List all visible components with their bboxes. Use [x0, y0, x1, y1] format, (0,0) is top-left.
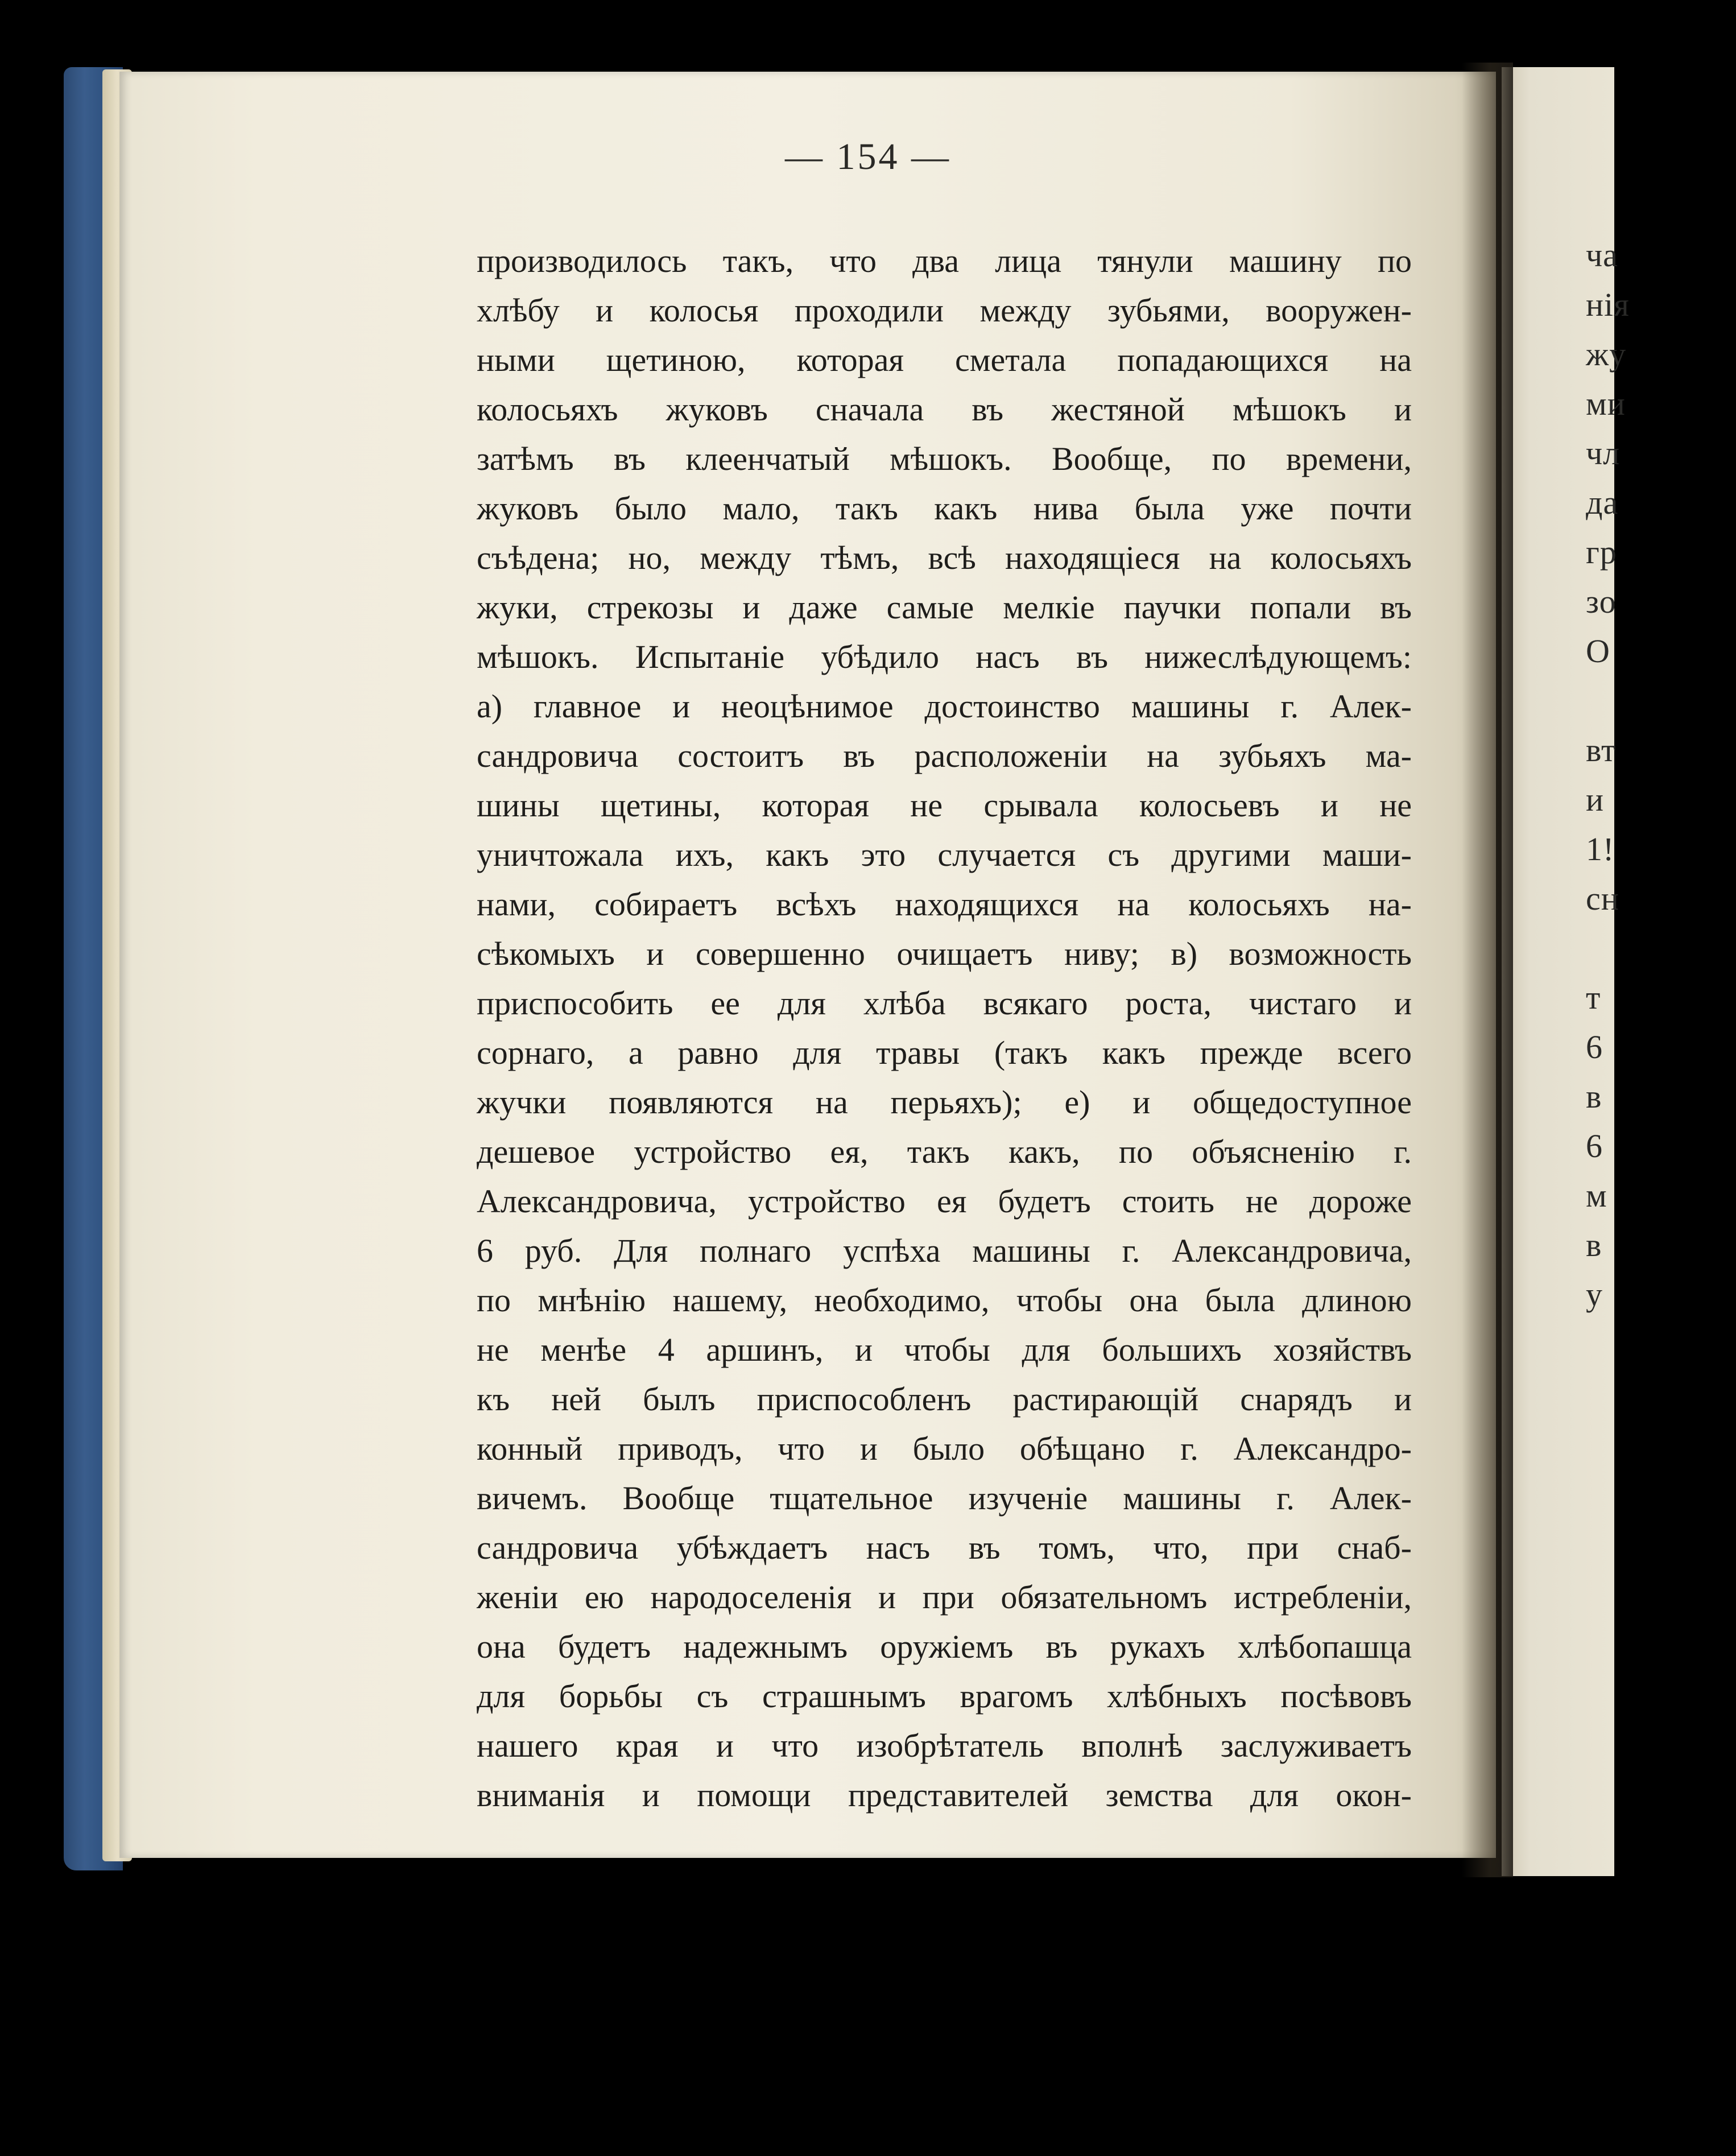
- text-line: къ ней былъ приспособленъ растирающій снарядъ и: [477, 1381, 1412, 1418]
- text-line: нами, собираетъ всѣхъ находящихся на колосьяхъ на-: [477, 886, 1412, 923]
- text-line: уничтожала ихъ, какъ это случается съ другими маши-: [477, 836, 1412, 873]
- text-line: не менѣе 4 аршинъ, и чтобы для большихъ хозяйствъ: [477, 1331, 1412, 1368]
- page-gutter-shadow: [1462, 63, 1513, 1877]
- body-text: [477, 236, 1412, 1820]
- next-page-fragment: в: [1586, 1226, 1602, 1263]
- next-page-fragment: гр: [1586, 534, 1617, 571]
- text-line: по мнѣнію нашему, необходимо, чтобы она была длиною: [477, 1282, 1412, 1319]
- text-line: сандровича состоитъ въ расположеніи на зубьяхъ ма-: [477, 737, 1412, 774]
- text-line: сорнаго, а равно для травы (такъ какъ прежде всего: [477, 1034, 1412, 1071]
- text-line: приспособить ее для хлѣба всякаго роста, чистаго и: [477, 985, 1412, 1022]
- next-page-fragment: м: [1586, 1177, 1607, 1214]
- next-page-fragment: 6: [1586, 1127, 1603, 1164]
- text-line: шины щетины, которая не срывала колосьевъ и не: [477, 787, 1412, 824]
- text-line: вниманія и помощи представителей земства для окон-: [477, 1777, 1412, 1814]
- text-line: затѣмъ въ клеенчатый мѣшокъ. Вообще, по времени,: [477, 440, 1412, 477]
- text-line: Александровича, устройство ея будетъ стоить не дороже: [477, 1183, 1412, 1220]
- next-page-fragment: О: [1586, 633, 1610, 670]
- next-page-fragment: т: [1586, 979, 1601, 1016]
- text-line: она будетъ надежнымъ оружіемъ въ рукахъ хлѣбопашца: [477, 1628, 1412, 1665]
- text-line: конный приводъ, что и было обѣщано г. Александро-: [477, 1430, 1412, 1467]
- next-page-fragment: нія: [1586, 286, 1630, 323]
- text-line: жучки появляются на перьяхъ); е) и общедоступное: [477, 1084, 1412, 1121]
- text-line: женіи ею народоселенія и при обязательномъ истребленіи,: [477, 1579, 1412, 1616]
- next-page-fragment: в: [1586, 1078, 1602, 1115]
- text-line: дешевое устройство ея, такъ какъ, по объясненію г.: [477, 1133, 1412, 1170]
- next-page-fragment: ми: [1586, 385, 1626, 422]
- text-line: для борьбы съ страшнымъ врагомъ хлѣбныхъ посѣвовъ: [477, 1678, 1412, 1715]
- text-line: мѣшокъ. Испытаніе убѣдило насъ въ нижеслѣдующемъ:: [477, 638, 1412, 675]
- next-page-fragment: и: [1586, 781, 1605, 818]
- next-page-fragment: 6: [1586, 1029, 1603, 1065]
- next-page-fragment: да: [1586, 484, 1619, 521]
- next-page-fragment: у: [1586, 1276, 1603, 1313]
- text-line: сѣкомыхъ и совершенно очищаетъ ниву; в) возможность: [477, 935, 1412, 972]
- text-line: жуковъ было мало, такъ какъ нива была уже почти: [477, 490, 1412, 527]
- text-line: нашего края и что изобрѣтатель вполнѣ заслуживаетъ: [477, 1727, 1412, 1764]
- next-page-fragment: ча: [1586, 237, 1618, 274]
- page-number: — 154 —: [785, 136, 951, 177]
- text-line: съѣдена; но, между тѣмъ, всѣ находящіеся на колосьяхъ: [477, 539, 1412, 576]
- text-line: хлѣбу и колосья проходили между зубьями, вооружен-: [477, 292, 1412, 329]
- text-line: 6 руб. Для полнаго успѣха машины г. Александровича,: [477, 1232, 1412, 1269]
- next-page-fragment: чл: [1586, 435, 1621, 472]
- text-line: колосьяхъ жуковъ сначала въ жестяной мѣшокъ и: [477, 391, 1412, 428]
- text-line: ными щетиною, которая сметала попадающихся на: [477, 341, 1412, 378]
- text-line: сандровича убѣждаетъ насъ въ томъ, что, при снаб-: [477, 1529, 1412, 1566]
- next-page-fragment: жу: [1586, 336, 1627, 373]
- text-line: вичемъ. Вообще тщательное изученіе машины г. Алек-: [477, 1480, 1412, 1517]
- text-line: производилось такъ, что два лица тянули машину по: [477, 242, 1412, 279]
- next-page-fragment: вт: [1586, 732, 1617, 769]
- text-line: жуки, стрекозы и даже самые мелкіе паучки попали въ: [477, 589, 1412, 626]
- next-page-fragment: зо: [1586, 583, 1617, 620]
- next-page-fragment: сн: [1586, 880, 1619, 917]
- text-line: а) главное и неоцѣнимое достоинство машины г. Алек-: [477, 688, 1412, 725]
- next-page-fragment: 1!: [1586, 831, 1615, 868]
